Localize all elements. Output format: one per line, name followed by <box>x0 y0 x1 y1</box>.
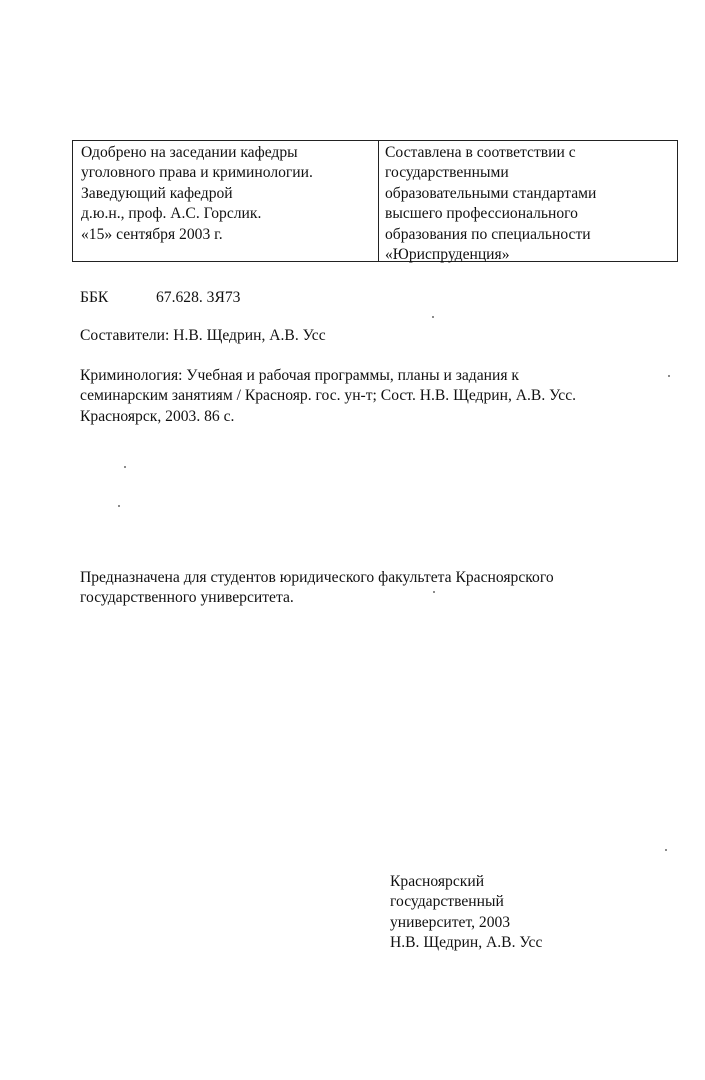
imprint-line-1: Красноярский <box>390 873 485 890</box>
approval-line-1: Одобрено на заседании кафедры <box>81 144 298 161</box>
scan-speck <box>432 316 434 318</box>
imprint-line-3: университет, 2003 <box>390 913 511 931</box>
compilers-line: Составители: Н.В. Щедрин, А.В. Усс <box>80 327 326 344</box>
purpose-line-2: государственного университета. <box>80 589 294 607</box>
standard-line-1: Составлена в соответствии с <box>385 144 576 161</box>
approval-line-3: Заведующий кафедрой <box>81 184 233 202</box>
scan-speck <box>433 591 435 593</box>
bbk-index <box>80 288 240 308</box>
standard-line-2: государственными <box>385 164 509 182</box>
bibliographic-citation <box>80 366 650 427</box>
standard-line-5: образования по специальности <box>385 225 591 243</box>
scan-speck <box>665 849 667 851</box>
approval-table <box>72 140 678 262</box>
standard-line-3: образовательными стандартами <box>385 184 597 202</box>
standard-line-4: высшего профессионального <box>385 205 578 223</box>
citation-line-1: Криминология: Учебная и рабочая программы, планы и задания к <box>80 367 519 384</box>
purpose-statement <box>80 568 650 609</box>
imprint-block <box>390 872 542 954</box>
scan-speck <box>668 375 670 377</box>
imprint-line-4: Н.В. Щедрин, А.В. Усс <box>390 934 543 952</box>
citation-line-3: Красноярск, 2003. 86 с. <box>80 407 235 425</box>
standard-line-6: «Юриспруденция» <box>385 246 510 264</box>
bbk-code: 67.628. 3Я73 <box>156 289 241 306</box>
bbk-label: ББК <box>80 289 109 306</box>
scan-speck <box>118 505 120 507</box>
purpose-line-1: Предназначена для студентов юридического факультета Красноярского <box>80 569 554 586</box>
approval-line-2: уголовного права и криминологии. <box>81 164 313 182</box>
approval-line-4: д.ю.н., проф. А.С. Горслик. <box>81 205 262 223</box>
citation-line-2: семинарским занятиям / Краснояр. гос. ун-т; Сост. Н.В. Щедрин, А.В. Усс. <box>80 387 577 405</box>
scan-speck <box>124 466 126 468</box>
imprint-line-2: государственный <box>390 893 504 911</box>
approval-cell <box>73 141 379 261</box>
standard-cell <box>379 141 677 264</box>
approval-line-5: «15» сентября 2003 г. <box>81 225 223 243</box>
